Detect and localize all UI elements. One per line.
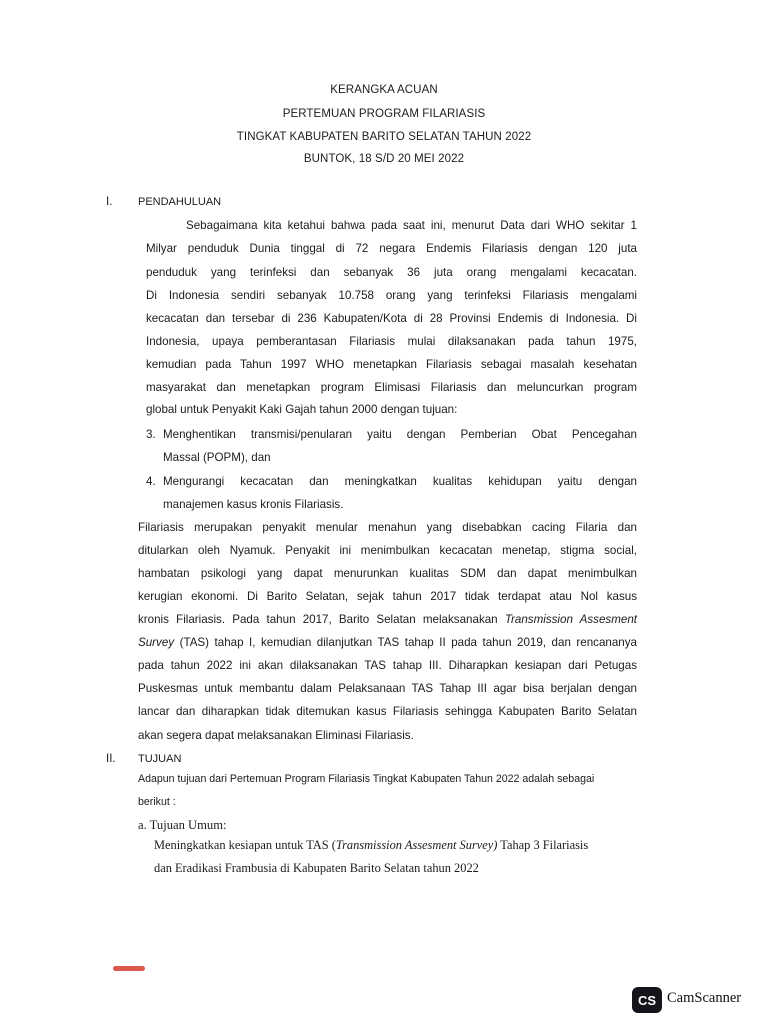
para-2-line-10: akan segera dapat melaksanakan Eliminasi Filariasis. [138, 729, 414, 742]
section-1-numeral: I. [106, 196, 113, 208]
para-2-line-6-text: (TAS) tahap I, kemudian dilanjutkan TAS tahap II pada tahun 2019, dan rencananya [174, 636, 637, 649]
para-1-line-8: masyarakat dan menetapkan program Elimisasi Filariasis dan meluncurkan program [146, 381, 637, 394]
para-2-line-5 [138, 613, 637, 626]
para-2-line-7: pada tahun 2022 ini akan dilaksanakan TAS tahap III. Diharapkan kesiapan dari Petugas [138, 659, 637, 672]
tujuan-umum-line-1-end: Tahap 3 Filariasis [497, 838, 589, 852]
para-2-line-1: Filariasis merupakan penyakit menular menahun yang disebabkan cacing Filaria dan [138, 521, 637, 534]
para-1-line-7: kemudian pada Tahun 1997 WHO menetapkan Filariasis sebagai masalah kesehatan [146, 358, 637, 371]
para-1-line-3: penduduk yang terinfeksi dan sebanyak 36 juta orang mengalami kecacatan. [146, 266, 637, 279]
para-1-line-5: kecacatan dan tersebar di 236 Kabupaten/Kota di 28 Provinsi Endemis di Indonesia. Di [146, 312, 637, 325]
para-2-line-5-text: kronis Filariasis. Pada tahun 2017, Barito Selatan melaksanakan [138, 613, 505, 626]
para-2-line-6-italic: Survey [138, 636, 175, 649]
para-2-line-4: kerugian ekonomi. Di Barito Selatan, sejak tahun 2017 tidak terdapat atau Nol kasus [138, 590, 637, 603]
tujuan-umum-line-1-text: Meningkatkan kesiapan untuk TAS ( [154, 838, 336, 852]
doc-title-1: KERANGKA ACUAN [330, 84, 438, 96]
tujuan-umum-line-1 [154, 838, 588, 853]
para-1-line-2: Milyar penduduk Dunia tinggal di 72 negara Endemis Filariasis dengan 120 juta [146, 242, 637, 255]
list-item-3-line-1: Menghentikan transmisi/penularan yaitu dengan Pemberian Obat Pencegahan [163, 428, 637, 441]
doc-title-4: BUNTOK, 18 S/D 20 MEI 2022 [303, 153, 465, 165]
section-2-intro-line-1: Adapun tujuan dari Pertemuan Program Filariasis Tingkat Kabupaten Tahun 2022 adalah sebagai [138, 773, 595, 785]
para-1-line-6: Indonesia, upaya pemberantasan Filariasis mulai dilaksanakan pada tahun 1975, [146, 335, 637, 348]
para-2-line-3: hambatan psikologi yang dapat menurunkan kualitas SDM dan dapat menimbulkan [138, 567, 637, 580]
para-2-line-5-italic: Transmission Assesment [504, 613, 637, 626]
red-ink-mark [113, 966, 145, 971]
list-item-4-line-2: manajemen kasus kronis Filariasis. [163, 498, 344, 511]
para-2-line-8: Puskesmas untuk membantu dalam Pelaksanaan TAS Tahap III agar bisa berjalan dengan [138, 682, 637, 695]
list-item-4-number: 4. [146, 475, 156, 488]
para-1-line-1: Sebagaimana kita ketahui bahwa pada saat ini, menurut Data dari WHO sekitar 1 [186, 219, 637, 232]
section-1-heading: PENDAHULUAN [138, 196, 222, 208]
para-1-line-4: Di Indonesia sendiri sebanyak 10.758 orang yang terinfeksi Filariasis mengalami [146, 289, 637, 302]
tujuan-umum-heading: a. Tujuan Umum: [138, 818, 227, 832]
para-2-line-2: ditularkan oleh Nyamuk. Penyakit ini menimbulkan kecacatan menetap, stigma social, [138, 544, 637, 557]
doc-title-2: PERTEMUAN PROGRAM FILARIASIS [282, 108, 486, 120]
list-item-3-line-2: Massal (POPM), dan [163, 451, 271, 464]
camscanner-watermark-text: CamScanner [667, 990, 742, 1006]
tujuan-umum-line-2: dan Eradikasi Frambusia di Kabupaten Barito Selatan tahun 2022 [154, 861, 479, 875]
camscanner-logo-icon: CS [632, 987, 662, 1013]
doc-title-3: TINGKAT KABUPATEN BARITO SELATAN TAHUN 2022 [236, 131, 532, 143]
section-2-numeral: II. [106, 753, 116, 765]
section-2-heading: TUJUAN [138, 753, 182, 765]
para-1-line-9: global untuk Penyakit Kaki Gajah tahun 2000 dengan tujuan: [146, 403, 458, 416]
tujuan-umum-line-1-italic: Transmission Assesment Survey) [335, 838, 498, 852]
list-item-4-line-1: Mengurangi kecacatan dan meningkatkan kualitas kehidupan yaitu dengan [163, 475, 637, 488]
para-2-line-9: lancar dan diharapkan tidak ditemukan kasus Filariasis sehingga Kabupaten Barito Selatan [138, 705, 637, 718]
section-2-intro-line-2: berikut : [138, 796, 176, 808]
list-item-3-number: 3. [146, 428, 156, 441]
para-2-line-6 [138, 636, 637, 649]
